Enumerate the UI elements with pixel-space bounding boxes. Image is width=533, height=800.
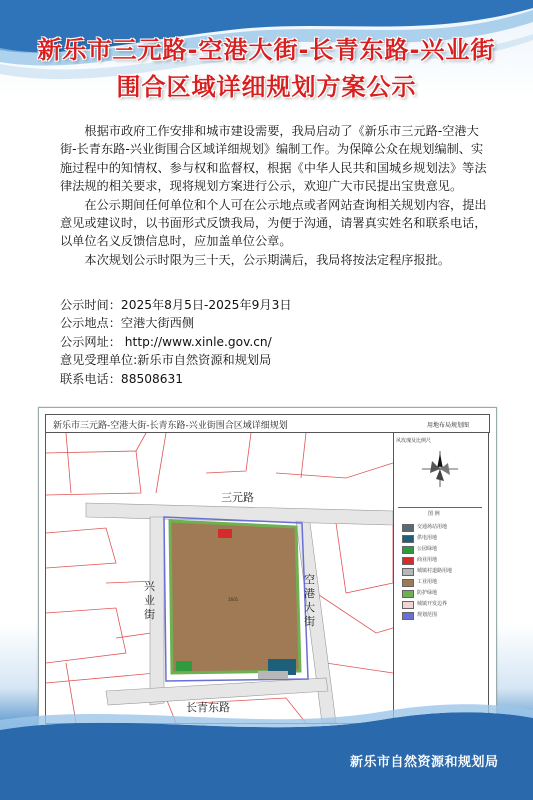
legend-item xyxy=(402,578,486,588)
legend-swatch xyxy=(402,612,414,620)
legend-swatch xyxy=(402,535,414,543)
paragraph-2: 在公示期间任何单位和个人可在公示地点或者网站查询相关规划内容，提出意见或建议时，以书面形式反馈我局，为便于沟通，请署真实姓名和联系电话，以单位名义反馈信息时，应加盖单位公章。 xyxy=(60,197,487,249)
info-block xyxy=(60,296,292,388)
legend-swatch xyxy=(402,590,414,598)
title-line-1: 新乐市三元路-空港大街-长青东路-兴业街 xyxy=(37,36,496,64)
issuer-footer: 新乐市自然资源和规划局 xyxy=(350,755,499,770)
legend-swatch xyxy=(402,546,414,554)
map-subtitle: 用地布局规划图 xyxy=(427,422,470,429)
map-drawing xyxy=(45,432,394,724)
legend-swatch xyxy=(402,601,414,609)
legend-item xyxy=(402,534,486,544)
legend-label: 公园绿地 xyxy=(417,546,438,552)
announcement-body xyxy=(60,122,490,269)
legend-label: 城镇村道路用地 xyxy=(417,568,453,574)
publication-website[interactable]: 公示网址： http://www.xinle.gov.cn/ xyxy=(60,334,272,349)
road-label-west: 兴业街 xyxy=(144,580,155,621)
compass-title: 风玫瑰及比例尺 xyxy=(396,438,432,444)
legend-label: 防护绿地 xyxy=(417,590,438,596)
road-label-south: 长青东路 xyxy=(186,701,230,714)
legend-title: 图 例 xyxy=(428,511,440,517)
paragraph-1: 根据市政府工作安排和城市建设需要，我局启动了《新乐市三元路-空港大街-长青东路-兴业街围合区域详细规划》编制工作。为保障公众在规划编制、实施过程中的知情权、参与权和监督权，根据《中华人民共和国城乡规划法》等法律法规的相关要求，现将规划方案进行公示，欢迎广大市民提出宝贵意见。 xyxy=(60,124,487,194)
road-land-block xyxy=(258,671,288,679)
legend-item xyxy=(402,523,486,533)
contact-phone: 联系电话：88508631 xyxy=(60,371,183,386)
parcel-code: 1601 xyxy=(228,597,239,602)
legend-label: 城镇开发边界 xyxy=(417,601,448,607)
legend-item xyxy=(402,556,486,566)
legend-item xyxy=(402,600,486,610)
planning-map xyxy=(38,407,497,731)
publication-time: 公示时间：2025年8月5日-2025年9月3日 xyxy=(60,298,292,312)
legend-label: 交通场站用地 xyxy=(417,524,448,530)
legend-item xyxy=(402,589,486,599)
road-label-east: 空港大街 xyxy=(304,573,315,628)
legend-panel xyxy=(392,432,489,724)
title-line-2: 围合区域详细规划方案公示 xyxy=(116,73,417,101)
legend-label: 供电用地 xyxy=(417,535,438,541)
map-title: 新乐市三元路-空港大街-长青东路-兴业街围合区域详细规划 xyxy=(53,421,288,431)
paragraph-3: 本次规划公示时限为三十天，公示期满后，我局将按法定程序报批。 xyxy=(84,252,451,267)
park-block xyxy=(176,661,192,671)
legend-label: 规划范围 xyxy=(417,612,438,618)
publication-place: 公示地点：空港大街西侧 xyxy=(60,316,195,331)
legend-swatch xyxy=(402,524,414,532)
commercial-block xyxy=(218,529,232,538)
legend-label: 工业用地 xyxy=(417,579,438,585)
legend-swatch xyxy=(402,579,414,587)
bottom-wave-decoration xyxy=(0,690,533,800)
legend-item xyxy=(402,567,486,577)
legend-swatch xyxy=(402,568,414,576)
map-svg xyxy=(46,433,393,723)
legend-item xyxy=(402,611,486,621)
feedback-unit: 意见受理单位:新乐市自然资源和规划局 xyxy=(60,353,272,368)
legend-divider xyxy=(398,507,482,508)
compass-rose-icon xyxy=(420,449,460,489)
legend-item xyxy=(402,545,486,555)
road-label-north: 三元路 xyxy=(221,491,254,504)
legend-label: 商业用地 xyxy=(417,557,438,563)
legend-swatch xyxy=(402,557,414,565)
